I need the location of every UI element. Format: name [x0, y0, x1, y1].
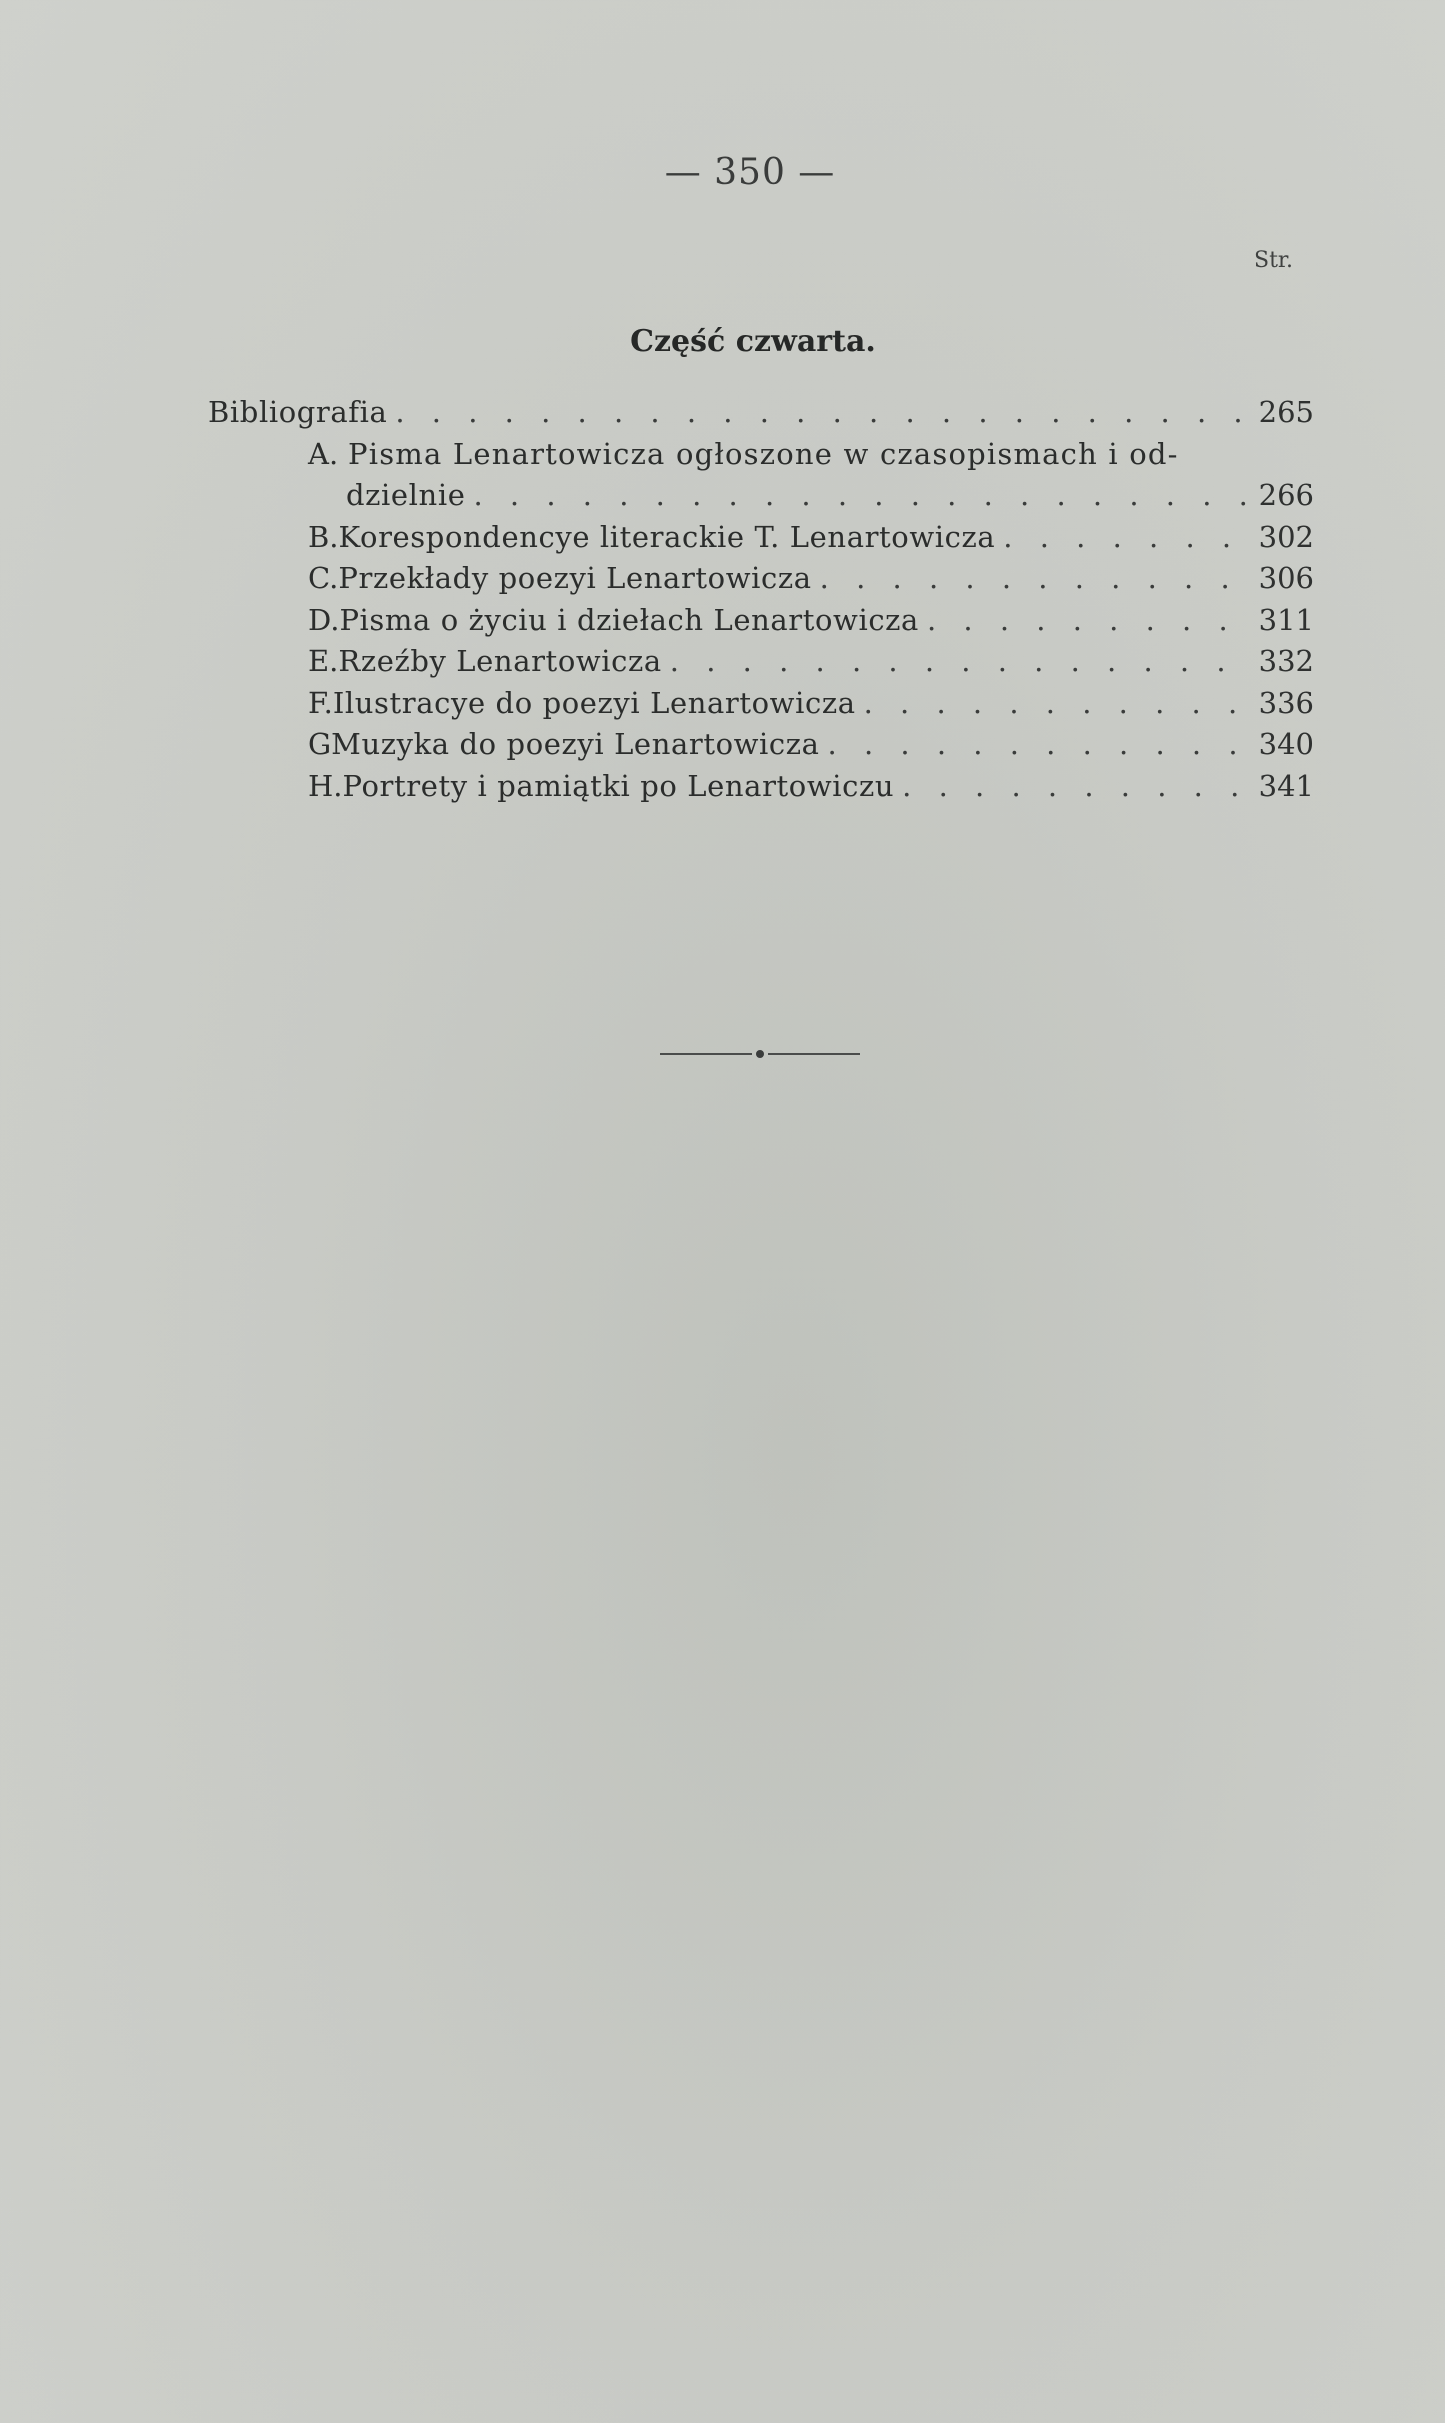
toc-title: Ilustracye do poezyi Lenartowicza: [332, 685, 856, 720]
toc-row: [208, 517, 1314, 559]
section-divider-ornament: [660, 1049, 860, 1059]
toc-letter: H.: [308, 768, 343, 803]
toc-letter: E.: [308, 644, 339, 678]
toc-title: Pisma o życiu i dziełach Lenartowicza: [339, 602, 919, 637]
toc-page: 340: [1258, 727, 1314, 761]
table-of-contents: [208, 392, 1314, 807]
toc-page: 311: [1258, 602, 1314, 637]
toc-letter: B.: [308, 519, 339, 554]
ornament-dot: [756, 1050, 764, 1058]
toc-leader: [670, 641, 1246, 683]
toc-letter: F.: [308, 685, 333, 720]
toc-letter: A.: [308, 436, 339, 471]
toc-leader: [395, 392, 1246, 434]
toc-title: Portrety i pamiątki po Lenartowiczu: [342, 768, 895, 803]
toc-row: [208, 683, 1314, 725]
toc-page: 302: [1258, 519, 1314, 554]
toc-leader: [828, 724, 1246, 766]
toc-title: Korespondencye literackie T. Lenartowicza: [338, 519, 996, 554]
toc-title: Muzyka do poezyi Lenartowicza: [331, 727, 820, 761]
toc-row: [208, 600, 1314, 642]
toc-row: [208, 641, 1314, 683]
toc-page: 306: [1258, 561, 1314, 595]
toc-letter: D.: [308, 602, 340, 637]
toc-title: dzielnie: [346, 478, 466, 512]
toc-page: 265: [1258, 395, 1314, 429]
toc-page: 336: [1258, 685, 1314, 720]
toc-row: [208, 766, 1314, 808]
ornament-line-right: [768, 1053, 860, 1055]
toc-letter: G: [308, 727, 332, 761]
toc-row: [208, 434, 1314, 476]
toc-title: Bibliografia: [208, 395, 388, 429]
toc-leader: [1003, 517, 1246, 559]
toc-leader: [820, 558, 1246, 600]
toc-row: [208, 392, 1314, 434]
page-number: — 350 —: [664, 152, 836, 193]
toc-leader: [902, 766, 1246, 808]
toc-leader: [473, 475, 1246, 517]
toc-title: Rzeźby Lenartowicza: [338, 644, 662, 678]
toc-title: Pisma Lenartowicza ogłoszone w czasopismach i od-: [348, 436, 1179, 471]
toc-row: [208, 475, 1314, 517]
part-heading: Część czwarta.: [630, 324, 876, 359]
toc-page: 332: [1258, 644, 1314, 678]
toc-leader: [927, 600, 1246, 642]
toc-letter: C.: [308, 561, 339, 595]
toc-page: 341: [1258, 768, 1314, 803]
page-column-label: Str.: [1254, 248, 1294, 273]
toc-row: [208, 558, 1314, 600]
toc-title: Przekłady poezyi Lenartowicza: [338, 561, 812, 595]
toc-leader: [864, 683, 1246, 725]
toc-page: 266: [1258, 478, 1314, 512]
toc-row: [208, 724, 1314, 766]
ornament-line-left: [660, 1053, 752, 1055]
